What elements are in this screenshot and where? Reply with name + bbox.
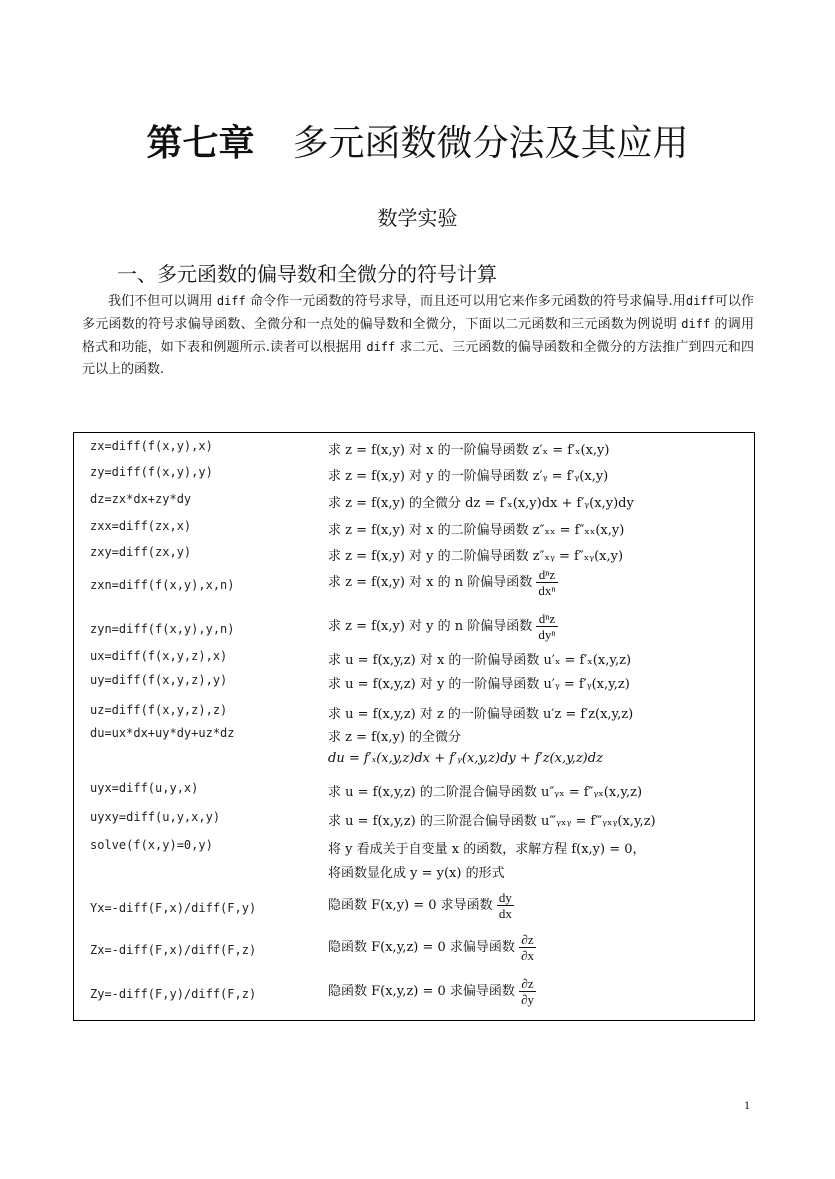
intro-code-3: diff [681, 317, 711, 331]
fraction-numerator: ∂z [519, 932, 536, 948]
table-row [74, 605, 754, 649]
command-table [73, 432, 755, 1021]
command-description: 求 z = f(x,y) 对 x 的一阶偏导函数 z′ₓ = f′ₓ(x,y) [328, 443, 610, 458]
description-text: 隐函数 F(x,y,z) = 0 求偏导函数 [328, 984, 515, 999]
intro-code-1: diff [216, 294, 246, 308]
command-description: 求 u = f(x,y,z) 对 x 的一阶偏导函数 u′ₓ = f′ₓ(x,y,z) [328, 653, 632, 668]
description-text: 隐函数 F(x,y,z) = 0 求偏导函数 [328, 940, 515, 955]
command-description: 求 u = f(x,y,z) 的三阶混合偏导函数 u‴ᵧₓᵧ = f‴ᵧₓᵧ(x,y,z) [328, 814, 656, 829]
command-code: uyxy=diff(u,y,x,y) [90, 810, 221, 824]
fraction-denominator: dx [498, 906, 512, 921]
command-code: solve(f(x,y)=0,y) [90, 838, 213, 852]
intro-text-1: 我们不但可以调用 [108, 294, 217, 309]
fraction-denominator: ∂y [521, 992, 534, 1007]
description-text: 求 z = f(x,y) 对 x 的 n 阶偏导函数 [328, 575, 533, 590]
command-description: 求 z = f(x,y) 对 y 的一阶偏导函数 z′ᵧ = f′ᵧ(x,y) [328, 469, 609, 484]
description-text: 求 z = f(x,y) 对 y 的 n 阶偏导函数 [328, 619, 533, 634]
command-code: uyx=diff(u,y,x) [90, 781, 199, 795]
command-code: Yx=-diff(F,x)/diff(F,y) [90, 901, 257, 915]
intro-text-5: 求二元、三元函数的偏导函数和全微分的方法推广到四元和四元以上的函数. [82, 340, 754, 377]
table-row [74, 888, 754, 932]
derivative-fraction [536, 567, 557, 598]
derivative-fraction [519, 932, 536, 963]
command-description [328, 890, 514, 921]
fraction-numerator: dⁿz [536, 567, 557, 583]
command-code: zyn=diff(f(x,y),y,n) [90, 622, 235, 636]
derivative-fraction [536, 611, 557, 642]
command-code: zxx=diff(zx,x) [90, 519, 192, 533]
command-code: zx=diff(f(x,y),x) [90, 439, 213, 453]
command-description: 求 u = f(x,y,z) 对 y 的一阶偏导函数 u′ᵧ = f′ᵧ(x,y,z) [328, 677, 630, 692]
command-description: du = f′ₓ(x,y,z)dx + f′ᵧ(x,y,z)dy + f′z(x,y,z)dz [328, 751, 603, 766]
command-code: Zx=-diff(F,x)/diff(F,z) [90, 943, 257, 957]
command-code: ux=diff(f(x,y,z),x) [90, 649, 228, 663]
table-row [74, 932, 754, 976]
command-description: 求 u = f(x,y,z) 对 z 的一阶偏导函数 u′z = f′z(x,y,z) [328, 707, 634, 722]
fraction-denominator: dyⁿ [538, 627, 556, 642]
chapter-title [0, 115, 835, 166]
intro-paragraph [82, 290, 754, 381]
fraction-denominator: dxⁿ [538, 583, 556, 598]
command-code: zxy=diff(zx,y) [90, 545, 192, 559]
command-description: 求 z = f(x,y) 对 x 的二阶偏导函数 z″ₓₓ = f″ₓₓ(x,y) [328, 523, 625, 538]
command-code: uy=diff(f(x,y,z),y) [90, 673, 228, 687]
command-description [328, 932, 536, 963]
section-heading: 一、多元函数的偏导数和全微分的符号计算 [117, 262, 497, 286]
table-row [74, 976, 754, 1020]
subtitle: 数学实验 [377, 206, 458, 230]
command-code: zy=diff(f(x,y),y) [90, 465, 213, 479]
intro-text-3: 可以作多元函数的符号求偏导函数、全微分和一点处的偏导数和全微分，下面以二元函数和三元函数为例说明 [82, 294, 754, 332]
command-description [328, 611, 558, 642]
fraction-denominator: ∂x [521, 948, 534, 963]
derivative-fraction [519, 976, 536, 1007]
command-description: 求 z = f(x,y) 的全微分 [328, 730, 462, 745]
command-description: 求 z = f(x,y) 的全微分 dz = f′ₓ(x,y)dx + f′ᵧ(x,y)dy [328, 496, 634, 511]
fraction-numerator: ∂z [519, 976, 536, 992]
command-description: 求 z = f(x,y) 对 y 的二阶偏导函数 z″ₓᵧ = f″ₓᵧ(x,y) [328, 549, 624, 564]
command-description: 将函数显化成 y = y(x) 的形式 [328, 866, 505, 881]
table-row [74, 561, 754, 605]
command-description: 将 y 看成关于自变量 x 的函数，求解方程 f(x,y) = 0， [328, 842, 646, 857]
command-code: uz=diff(f(x,y,z),z) [90, 703, 228, 717]
command-code: Zy=-diff(F,y)/diff(F,z) [90, 987, 257, 1001]
command-description [328, 976, 536, 1007]
intro-text-4: 的调用格式和功能，如下表和例题所示.读者可以根据用 [82, 317, 754, 355]
chapter-name: 多元函数微分法及其应用 [292, 123, 689, 164]
fraction-numerator: dⁿz [536, 611, 557, 627]
intro-code-2: diff [685, 294, 715, 308]
command-description [328, 567, 558, 598]
command-code: zxn=diff(f(x,y),x,n) [90, 578, 235, 592]
intro-text-2: 命令作一元函数的符号求导，而且还可以用它来作多元函数的符号求偏导.用 [245, 294, 686, 309]
intro-code-4: diff [366, 340, 396, 354]
command-code: dz=zx*dx+zy*dy [90, 492, 192, 506]
command-code: du=ux*dx+uy*dy+uz*dz [90, 726, 235, 740]
fraction-numerator: dy [498, 890, 512, 905]
command-description: 求 u = f(x,y,z) 的二阶混合偏导函数 u″ᵧₓ = f″ᵧₓ(x,y,z) [328, 785, 643, 800]
chapter-number: 第七章 [146, 123, 255, 164]
derivative-fraction [497, 890, 514, 921]
description-text: 隐函数 F(x,y) = 0 求导函数 [328, 898, 493, 913]
page-number: 1 [744, 1098, 750, 1112]
